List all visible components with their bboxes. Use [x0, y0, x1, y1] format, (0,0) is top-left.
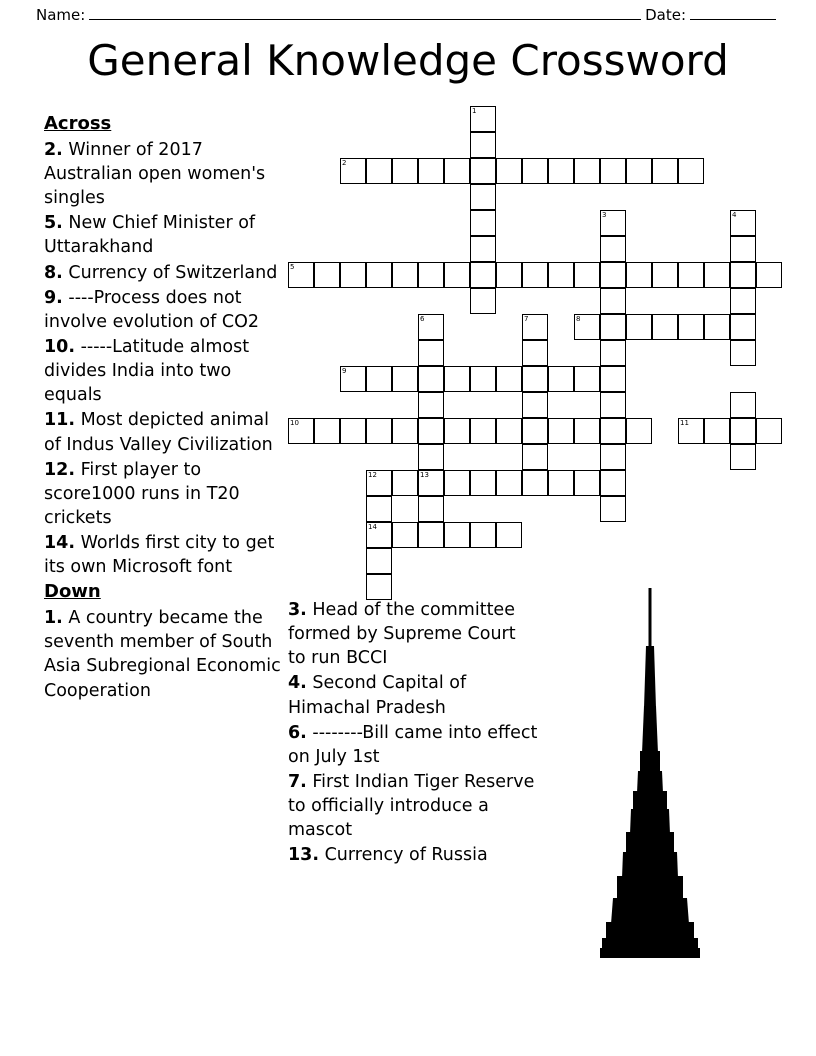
crossword-cell[interactable] — [496, 366, 522, 392]
crossword-cell[interactable] — [314, 418, 340, 444]
crossword-cell[interactable] — [418, 262, 444, 288]
crossword-cell[interactable] — [756, 418, 782, 444]
crossword-cell[interactable] — [600, 288, 626, 314]
crossword-cell[interactable] — [496, 470, 522, 496]
crossword-cell[interactable] — [366, 366, 392, 392]
cell-number: 9 — [342, 367, 347, 375]
clues-column-right — [288, 598, 538, 869]
crossword-cell[interactable] — [652, 158, 678, 184]
clue-item — [44, 211, 284, 259]
name-write-line[interactable] — [89, 19, 641, 20]
crossword-cell[interactable] — [600, 444, 626, 470]
crossword-cell[interactable] — [678, 262, 704, 288]
clue-item — [44, 286, 284, 334]
crossword-cell[interactable] — [704, 418, 730, 444]
crossword-cell[interactable] — [730, 288, 756, 314]
crossword-cell[interactable] — [548, 158, 574, 184]
clue-item — [288, 671, 538, 719]
crossword-cell[interactable] — [600, 314, 626, 340]
clue-number: 4. — [288, 673, 307, 694]
down-clue-list-right — [288, 598, 538, 868]
crossword-cell[interactable] — [574, 262, 600, 288]
clues-column-left — [44, 112, 284, 704]
crossword-cell[interactable] — [418, 522, 444, 548]
crossword-grid[interactable] — [288, 106, 788, 596]
cell-number: 2 — [342, 159, 347, 167]
crossword-cell[interactable] — [522, 158, 548, 184]
clue-number: 11. — [44, 410, 76, 431]
crossword-cell[interactable] — [340, 158, 366, 184]
clue-number: 8. — [44, 262, 63, 283]
crossword-cell[interactable] — [418, 496, 444, 522]
crossword-cell[interactable] — [418, 366, 444, 392]
crossword-cell[interactable] — [470, 158, 496, 184]
crossword-cell[interactable] — [418, 158, 444, 184]
crossword-cell[interactable] — [730, 418, 756, 444]
crossword-cell[interactable] — [340, 366, 366, 392]
crossword-cell[interactable] — [496, 522, 522, 548]
crossword-cell[interactable] — [418, 444, 444, 470]
crossword-cell[interactable] — [392, 418, 418, 444]
crossword-cell[interactable] — [418, 418, 444, 444]
clue-number: 5. — [44, 213, 63, 234]
crossword-cell[interactable] — [392, 158, 418, 184]
cell-number: 12 — [368, 471, 377, 479]
crossword-cell[interactable] — [652, 262, 678, 288]
clue-text: ----Process does not involve evolution of CO2 — [44, 287, 259, 332]
page-title: General Knowledge Crossword — [87, 36, 729, 85]
crossword-cell[interactable] — [366, 496, 392, 522]
crossword-cell[interactable] — [522, 418, 548, 444]
crossword-cell[interactable] — [444, 158, 470, 184]
crossword-cell[interactable] — [600, 340, 626, 366]
clue-number: 13. — [288, 845, 320, 866]
crossword-cell[interactable] — [470, 210, 496, 236]
crossword-cell[interactable] — [730, 340, 756, 366]
crossword-cell[interactable] — [730, 210, 756, 236]
across-clue-list — [44, 138, 284, 580]
crossword-cell[interactable] — [678, 314, 704, 340]
down-clue-list-left — [44, 606, 284, 703]
crossword-cell[interactable] — [574, 418, 600, 444]
crossword-cell[interactable] — [626, 314, 652, 340]
cell-number: 6 — [420, 315, 425, 323]
header-name-date-line — [36, 6, 780, 24]
clue-item — [288, 843, 538, 867]
clue-number: 9. — [44, 287, 63, 308]
crossword-cell[interactable] — [730, 314, 756, 340]
crossword-cell[interactable] — [470, 470, 496, 496]
crossword-cell[interactable] — [756, 262, 782, 288]
clue-item — [44, 531, 284, 579]
crossword-cell[interactable] — [522, 366, 548, 392]
clue-number: 7. — [288, 771, 307, 792]
crossword-cell[interactable] — [392, 262, 418, 288]
crossword-cell[interactable] — [548, 418, 574, 444]
clue-text: New Chief Minister of Uttarakhand — [44, 213, 256, 258]
crossword-cell[interactable] — [470, 366, 496, 392]
crossword-cell[interactable] — [470, 522, 496, 548]
clue-item — [44, 335, 284, 407]
crossword-cell[interactable] — [522, 392, 548, 418]
across-heading: Across — [44, 113, 112, 134]
clue-item — [288, 721, 538, 769]
crossword-cell[interactable] — [522, 444, 548, 470]
crossword-cell[interactable] — [574, 158, 600, 184]
crossword-cell[interactable] — [730, 392, 756, 418]
crossword-cell[interactable] — [626, 418, 652, 444]
clue-item — [44, 138, 284, 210]
crossword-cell[interactable] — [548, 470, 574, 496]
crossword-cell[interactable] — [392, 522, 418, 548]
crossword-cell[interactable] — [522, 314, 548, 340]
crossword-cell[interactable] — [444, 522, 470, 548]
crossword-cell[interactable] — [444, 470, 470, 496]
crossword-cell[interactable] — [470, 106, 496, 132]
crossword-cell[interactable] — [470, 288, 496, 314]
cell-number: 1 — [472, 107, 477, 115]
crossword-cell[interactable] — [366, 470, 392, 496]
crossword-cell[interactable] — [470, 132, 496, 158]
cell-number: 14 — [368, 523, 377, 531]
crossword-cell[interactable] — [496, 418, 522, 444]
crossword-cell[interactable] — [730, 444, 756, 470]
clue-text: Head of the committee formed by Supreme Court to run BCCI — [288, 600, 516, 669]
clue-number: 14. — [44, 533, 76, 554]
clue-item — [44, 408, 284, 456]
crossword-cell[interactable] — [418, 340, 444, 366]
crossword-cell[interactable] — [574, 366, 600, 392]
clue-number: 3. — [288, 600, 307, 620]
clue-text: -----Latitude almost divides India into two equals — [44, 336, 250, 406]
clue-text: --------Bill came into effect on July 1st — [288, 722, 538, 767]
crossword-cell[interactable] — [444, 262, 470, 288]
crossword-cell[interactable] — [626, 262, 652, 288]
clue-number: 12. — [44, 459, 76, 480]
date-label: Date: — [645, 6, 686, 24]
crossword-cell[interactable] — [366, 548, 392, 574]
clue-text: Currency of Russia — [319, 845, 488, 866]
cell-number: 5 — [290, 263, 295, 271]
crossword-cell[interactable] — [340, 418, 366, 444]
crossword-cell[interactable] — [704, 314, 730, 340]
clue-text: Most depicted animal of Indus Valley Civilization — [44, 410, 273, 455]
crossword-cell[interactable] — [418, 392, 444, 418]
clue-text: First player to score1000 runs in T20 crickets — [44, 459, 240, 528]
crossword-cell[interactable] — [600, 210, 626, 236]
crossword-cell[interactable] — [470, 184, 496, 210]
crossword-cell[interactable] — [730, 262, 756, 288]
clue-text: Worlds first city to get its own Microsoft font — [44, 533, 275, 578]
crossword-cell[interactable] — [470, 236, 496, 262]
cell-number: 13 — [420, 471, 429, 479]
clue-item — [44, 261, 284, 285]
crossword-cell[interactable] — [600, 158, 626, 184]
clue-number: 6. — [288, 722, 307, 743]
clue-number: 1. — [44, 608, 63, 629]
clue-number: 2. — [44, 139, 63, 160]
crossword-cell[interactable] — [600, 496, 626, 522]
crossword-cell[interactable] — [470, 262, 496, 288]
clue-item — [44, 606, 284, 703]
crossword-cell[interactable] — [600, 236, 626, 262]
crossword-cell[interactable] — [470, 418, 496, 444]
crossword-cell[interactable] — [288, 262, 314, 288]
crossword-cell[interactable] — [678, 158, 704, 184]
crossword-cell[interactable] — [366, 418, 392, 444]
cell-number: 7 — [524, 315, 529, 323]
date-write-line[interactable] — [690, 19, 776, 20]
cell-number: 11 — [680, 419, 689, 427]
crossword-cell[interactable] — [574, 314, 600, 340]
crossword-cell[interactable] — [496, 262, 522, 288]
crossword-cell[interactable] — [600, 392, 626, 418]
crossword-cell[interactable] — [340, 262, 366, 288]
crossword-cell[interactable] — [366, 522, 392, 548]
clue-text: A country became the seventh member of South Asia Subregional Economic Cooperation — [44, 608, 281, 701]
clue-text: Currency of Switzerland — [62, 262, 278, 283]
cell-number: 10 — [290, 419, 299, 427]
clue-item — [288, 770, 538, 842]
crossword-cell[interactable] — [678, 418, 704, 444]
crossword-cell[interactable] — [314, 262, 340, 288]
crossword-cell[interactable] — [366, 574, 392, 600]
crossword-cell[interactable] — [392, 366, 418, 392]
crossword-cell[interactable] — [600, 262, 626, 288]
crossword-cell[interactable] — [522, 340, 548, 366]
crossword-cell[interactable] — [626, 158, 652, 184]
crossword-cell[interactable] — [392, 470, 418, 496]
crossword-cell[interactable] — [730, 236, 756, 262]
crossword-cell[interactable] — [444, 366, 470, 392]
crossword-cell[interactable] — [496, 158, 522, 184]
burj-khalifa-silhouette-icon — [600, 588, 700, 960]
crossword-cell[interactable] — [288, 418, 314, 444]
clue-text: Winner of 2017 Australian open women's singles — [44, 139, 266, 209]
cell-number: 3 — [602, 211, 607, 219]
clue-text: Second Capital of Himachal Pradesh — [288, 673, 467, 718]
crossword-cell[interactable] — [704, 262, 730, 288]
clue-text: First Indian Tiger Reserve to officially introduce a mascot — [288, 771, 535, 841]
crossword-cell[interactable] — [600, 418, 626, 444]
crossword-cell[interactable] — [548, 262, 574, 288]
crossword-cell[interactable] — [548, 366, 574, 392]
crossword-cell[interactable] — [574, 470, 600, 496]
crossword-cell[interactable] — [366, 158, 392, 184]
crossword-cell[interactable] — [418, 314, 444, 340]
cell-number: 4 — [732, 211, 737, 219]
crossword-cell[interactable] — [522, 470, 548, 496]
clue-item — [288, 598, 538, 670]
down-heading: Down — [44, 581, 101, 603]
crossword-cell[interactable] — [522, 262, 548, 288]
crossword-cell[interactable] — [652, 314, 678, 340]
name-label: Name: — [36, 6, 86, 24]
clue-number: 10. — [44, 336, 76, 357]
crossword-cell[interactable] — [444, 418, 470, 444]
crossword-cell[interactable] — [418, 470, 444, 496]
clue-item — [44, 458, 284, 530]
crossword-cell[interactable] — [366, 262, 392, 288]
crossword-cell[interactable] — [600, 366, 626, 392]
cell-number: 8 — [576, 315, 581, 323]
crossword-cell[interactable] — [600, 470, 626, 496]
